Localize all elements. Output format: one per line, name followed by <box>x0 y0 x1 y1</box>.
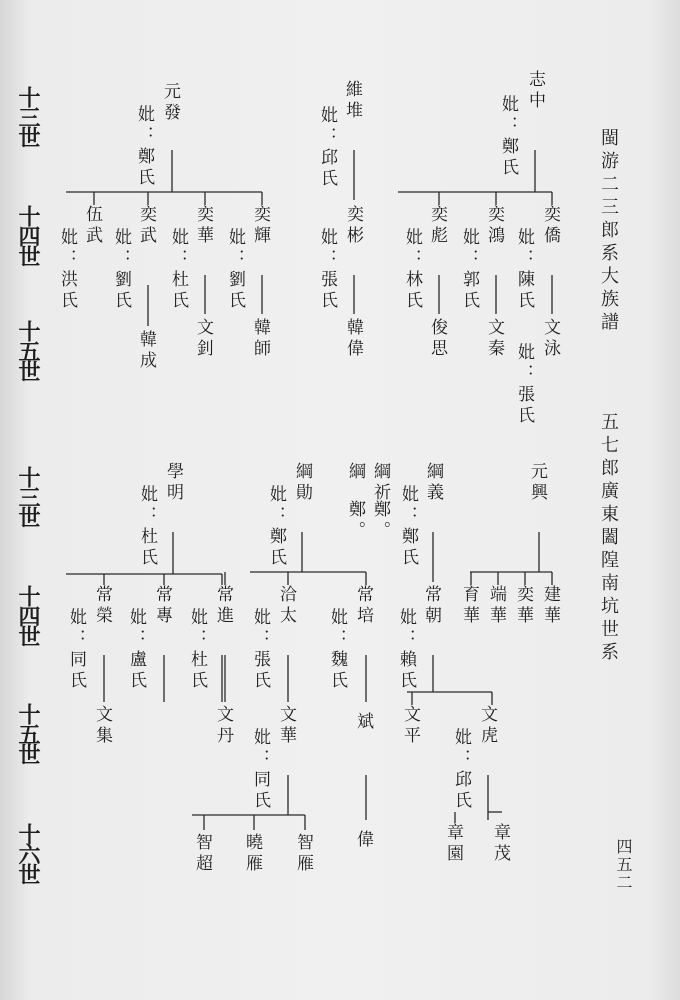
person-name: 奕華 <box>513 585 533 627</box>
spouse-name: 妣：鄭氏 <box>398 485 418 569</box>
person-name: 綱義 <box>423 462 443 504</box>
generation-label-15: 十五世 <box>15 320 41 380</box>
person-name: 偉 <box>353 830 373 851</box>
spouse-name: 妣：邱氏 <box>451 728 471 812</box>
generation-label-16: 十六世 <box>15 823 41 883</box>
person-name: 曉雁 <box>242 833 262 875</box>
person-name: 文秦 <box>484 318 504 360</box>
person-name: 文釗 <box>193 318 213 360</box>
person-name: 奕武 <box>136 205 156 247</box>
spouse-name: 妣：邱氏 <box>317 106 337 190</box>
spouse-name: 妣：賴氏 <box>396 608 416 692</box>
person-name: 常朝 <box>421 585 441 627</box>
person-name: 奕華 <box>193 205 213 247</box>
person-name: 斌 <box>353 712 373 733</box>
spouse-name: 妣：陳氏 <box>514 228 534 312</box>
person-name: 章茂 <box>490 823 510 865</box>
person-name: 奕彪 <box>427 205 447 247</box>
person-name: 常培 <box>353 585 373 627</box>
book-title: 閩游二三郎系大族譜 <box>598 128 619 335</box>
spouse-name: 妣：杜氏 <box>137 485 157 569</box>
spouse-name: 妣：鄭氏 <box>498 95 518 179</box>
person-name: 端華 <box>486 585 506 627</box>
person-name: 綱 <box>345 462 365 483</box>
spouse-name: 妣：張氏 <box>317 228 337 312</box>
spouse-name: 妣：盧氏 <box>126 608 146 692</box>
person-name: 韓偉 <box>343 318 363 360</box>
person-name: 綱勛 <box>292 462 312 504</box>
generation-label-13: 十三世 <box>15 466 41 526</box>
person-name: 文集 <box>92 705 112 747</box>
spouse-name: 妣：杜氏 <box>168 228 188 312</box>
branch-subtitle: 五七郎廣東闔隍南坑世系 <box>598 412 619 665</box>
person-name: 智超 <box>192 833 212 875</box>
spouse-name: 妣：林氏 <box>402 228 422 312</box>
person-name: 志中 <box>525 70 545 112</box>
spouse-name: 妣：杜氏 <box>187 608 207 692</box>
person-name: 文丹 <box>213 705 233 747</box>
person-name: 章園 <box>443 823 463 865</box>
spouse-name: 妣：洪氏 <box>57 228 77 312</box>
person-name: 文華 <box>276 705 296 747</box>
person-note: 鄭。 <box>345 500 365 542</box>
generation-label-15: 十五世 <box>15 703 41 763</box>
spouse-name: 妣：同氏 <box>66 608 86 692</box>
person-name: 建華 <box>540 585 560 627</box>
person-name: 韓師 <box>250 318 270 360</box>
person-name: 育華 <box>459 585 479 627</box>
spouse-name: 妣：劉氏 <box>111 228 131 312</box>
spouse-name: 妣：郭氏 <box>459 228 479 312</box>
person-name: 元發 <box>160 82 180 124</box>
person-name: 常進 <box>213 585 233 627</box>
person-name: 維堆 <box>342 80 362 122</box>
spouse-name: 妣：鄭氏 <box>266 485 286 569</box>
person-name: 洽太 <box>276 585 296 627</box>
person-name: 韓成 <box>136 330 156 372</box>
person-name: 奕僑 <box>540 205 560 247</box>
person-note: 鄭。 <box>370 500 390 542</box>
person-name: 文泳 <box>540 318 560 360</box>
generation-label-13: 十三世 <box>15 86 41 146</box>
person-name: 文平 <box>400 705 420 747</box>
person-name: 綱祈 <box>370 462 390 504</box>
spouse-name: 妣：劉氏 <box>225 228 245 312</box>
spouse-name: 妣：魏氏 <box>327 608 347 692</box>
person-name: 學明 <box>163 462 183 504</box>
person-name: 智雁 <box>293 833 313 875</box>
person-name: 文虎 <box>477 705 497 747</box>
page-number: 四五二 <box>614 838 633 892</box>
spouse-name: 妣：張氏 <box>250 608 270 692</box>
spouse-name: 妣：鄭氏 <box>134 105 154 189</box>
person-name: 伍武 <box>82 205 102 247</box>
generation-label-14: 十四世 <box>15 585 41 645</box>
spouse-name: 妣：張氏 <box>514 343 534 427</box>
person-name: 奕鴻 <box>484 205 504 247</box>
spouse-name: 妣：同氏 <box>250 728 270 812</box>
person-name: 常榮 <box>92 585 112 627</box>
person-name: 常專 <box>152 585 172 627</box>
person-name: 奕彬 <box>343 205 363 247</box>
person-name: 元興 <box>527 462 547 504</box>
person-name: 奕輝 <box>250 205 270 247</box>
person-name: 俊思 <box>427 318 447 360</box>
generation-label-14: 十四世 <box>15 205 41 265</box>
